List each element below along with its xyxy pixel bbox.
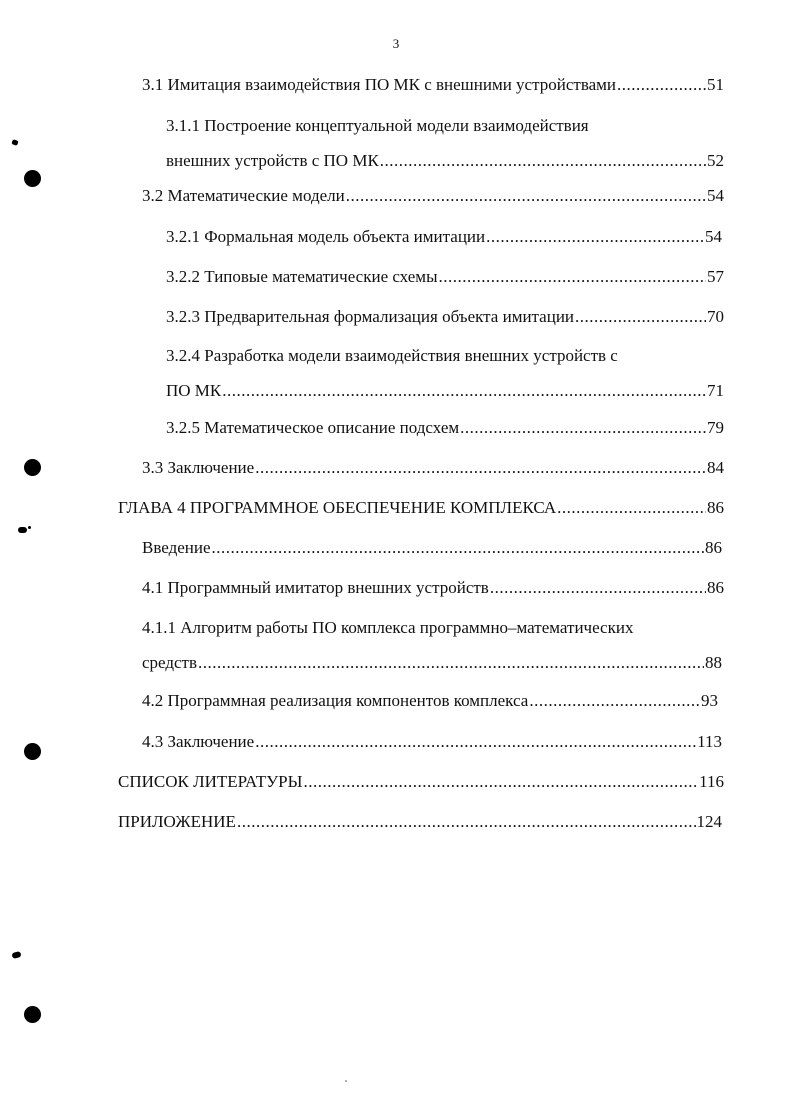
scan-speck — [345, 1080, 347, 1082]
dot-leader — [575, 306, 706, 328]
toc-entry-text: 4.2 Программная реализация компонентов комплекса — [142, 691, 529, 710]
toc-entry-appendix — [118, 811, 722, 833]
toc-entry-page: 86 — [707, 498, 724, 517]
toc-entry-text: 3.3 Заключение — [142, 458, 255, 477]
dot-leader — [486, 226, 704, 248]
toc-entry-text: 3.2 Математические модели — [142, 186, 345, 205]
toc-entry-page: 70 — [707, 307, 724, 326]
punch-hole-mark — [24, 1006, 41, 1023]
dot-leader — [557, 497, 706, 519]
toc-entry-text: 4.3 Заключение — [142, 732, 255, 751]
dot-leader — [255, 731, 696, 753]
toc-entry-page: 88 — [705, 653, 722, 672]
punch-hole-mark — [24, 459, 41, 476]
toc-entry-3-1 — [142, 74, 724, 96]
toc-entry-3-2 — [142, 185, 724, 207]
toc-entry-text: 3.2.2 Типовые математические схемы — [166, 267, 438, 286]
dot-leader — [346, 185, 706, 207]
toc-entry-3-2-4 — [166, 345, 724, 402]
toc-entry-page: 86 — [707, 578, 724, 597]
dot-leader — [490, 577, 706, 599]
toc-entry-3-2-3 — [166, 306, 724, 328]
toc-entry-3-2-5 — [166, 417, 724, 439]
toc-entry-text: 3.2.5 Математическое описание подсхем — [166, 418, 460, 437]
scan-speck — [18, 527, 27, 533]
toc-entry-page: 52 — [707, 151, 724, 170]
scan-speck — [11, 139, 18, 146]
toc-entry-3-2-1 — [166, 226, 722, 248]
dot-leader — [380, 150, 706, 172]
toc-entry-page: 71 — [707, 381, 724, 400]
punch-hole-mark — [24, 170, 41, 187]
toc-entry-3-3 — [142, 457, 724, 479]
punch-hole-mark — [24, 743, 41, 760]
dot-leader — [255, 457, 706, 479]
toc-entry-page: 86 — [705, 538, 722, 557]
toc-entry-3-2-2 — [166, 266, 724, 288]
toc-entry-text: 4.1 Программный имитатор внешних устройств — [142, 578, 489, 597]
page-number: 3 — [392, 36, 400, 51]
toc-entry-4-1 — [142, 577, 724, 599]
toc-entry-introduction — [142, 537, 722, 559]
toc-entry-first-line: 3.1.1 Построение концептуальной модели взаимодействия — [166, 116, 589, 135]
toc-entry-page: 54 — [705, 227, 722, 246]
toc-entry-first-line: 3.2.4 Разработка модели взаимодействия внешних устройств с — [166, 346, 618, 365]
toc-entry-page: 116 — [699, 772, 724, 791]
toc-entry-page: 93 — [701, 691, 718, 710]
dot-leader — [222, 380, 706, 402]
toc-entry-page: 124 — [696, 812, 722, 831]
toc-entry-text: ПО МК — [166, 381, 222, 400]
toc-entry-4-2 — [142, 690, 718, 712]
toc-entry-chapter-4 — [118, 497, 724, 519]
toc-entry-4-1-1 — [142, 617, 722, 674]
toc-entry-page: 79 — [707, 418, 724, 437]
toc-entry-text: СПИСОК ЛИТЕРАТУРЫ — [118, 772, 303, 791]
dot-leader — [303, 771, 698, 793]
dot-leader — [617, 74, 706, 96]
toc-entry-text: внешних устройств с ПО МК — [166, 151, 379, 170]
toc-entry-page: 54 — [707, 186, 724, 205]
toc-entry-text: ГЛАВА 4 ПРОГРАММНОЕ ОБЕСПЕЧЕНИЕ КОМПЛЕКСА — [118, 498, 557, 517]
toc-entry-page: 113 — [697, 732, 722, 751]
dot-leader — [529, 690, 700, 712]
toc-entry-text: 3.2.3 Предварительная формализация объекта имитации — [166, 307, 575, 326]
toc-entry-text: 3.1 Имитация взаимодействия ПО МК с внешними устройствами — [142, 75, 617, 94]
toc-entry-4-3 — [142, 731, 722, 753]
toc-entry-references — [118, 771, 724, 793]
dot-leader — [198, 652, 704, 674]
toc-entry-text: 3.2.1 Формальная модель объекта имитации — [166, 227, 486, 246]
toc-entry-text: средств — [142, 653, 198, 672]
dot-leader — [439, 266, 707, 288]
scan-speck — [28, 526, 31, 529]
toc-entry-first-line: 4.1.1 Алгоритм работы ПО комплекса программно–математических — [142, 618, 634, 637]
toc-entry-3-1-1 — [166, 115, 724, 172]
toc-entry-page: 84 — [707, 458, 724, 477]
dot-leader — [212, 537, 704, 559]
toc-entry-text: Введение — [142, 538, 211, 557]
scan-speck — [11, 951, 21, 959]
dot-leader — [237, 811, 696, 833]
toc-entry-text: ПРИЛОЖЕНИЕ — [118, 812, 236, 831]
dot-leader — [460, 417, 706, 439]
toc-entry-page: 51 — [707, 75, 724, 94]
toc-entry-page: 57 — [707, 267, 724, 286]
